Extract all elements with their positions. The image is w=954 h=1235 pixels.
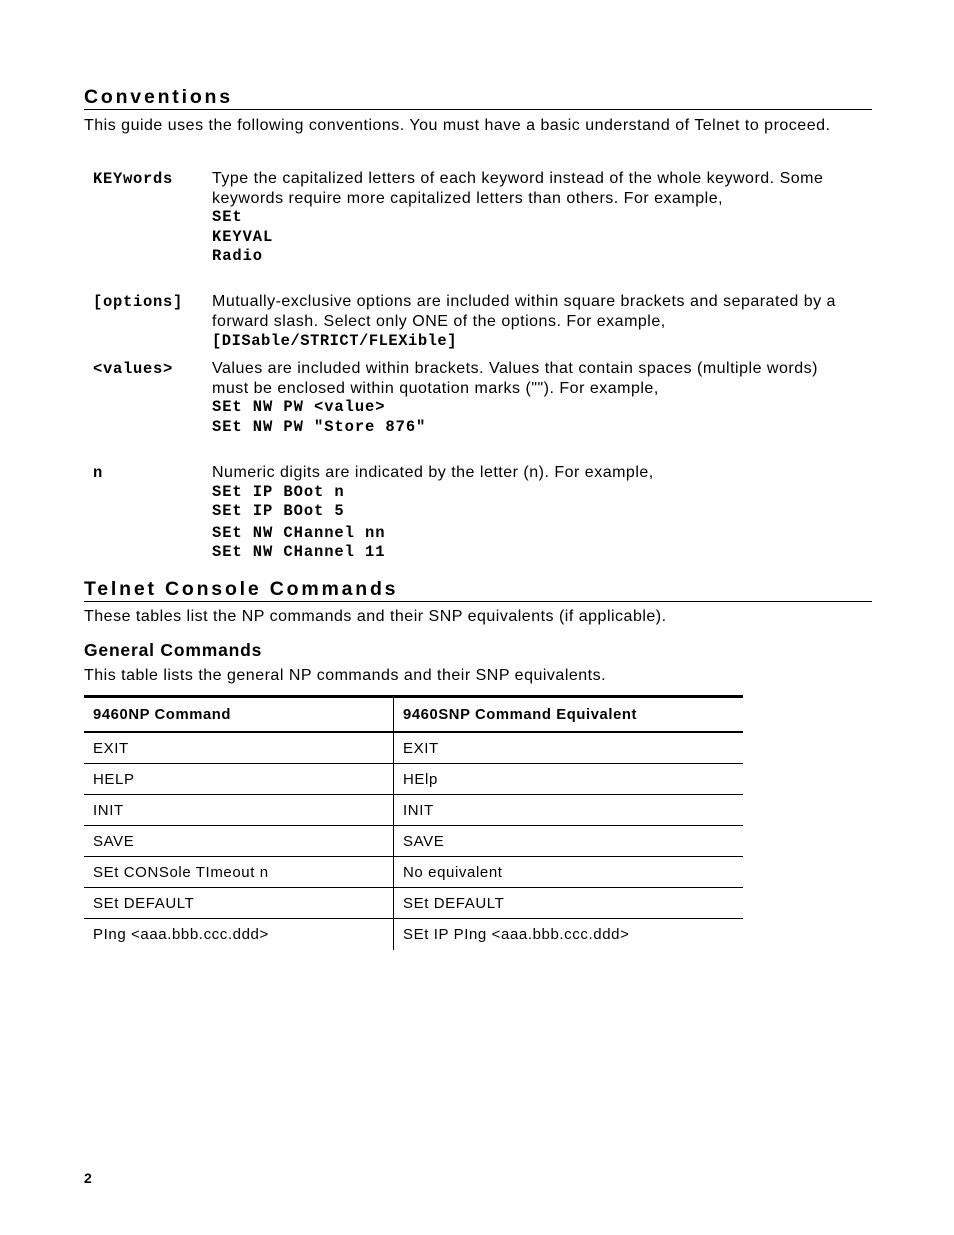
conventions-intro: This guide uses the following conventions. You must have a basic understand of Telnet to proceed.: [84, 117, 831, 134]
general-commands-heading: General Commands: [84, 640, 263, 660]
convention-example: SEt NW PW "Store 876": [212, 417, 427, 436]
table-row: [84, 732, 743, 764]
convention-description: [212, 463, 852, 563]
table-row: [84, 919, 743, 951]
np-command-cell: HELP: [84, 764, 394, 795]
np-command-cell: EXIT: [84, 732, 394, 764]
convention-example: SEt NW CHannel nn: [212, 523, 386, 542]
column-header: 9460NP Command: [84, 697, 394, 733]
snp-command-cell: SEt DEFAULT: [394, 888, 744, 919]
table-header-row: [84, 697, 743, 733]
convention-example: SEt NW CHannel 11: [212, 543, 386, 562]
conventions-heading: Conventions: [84, 86, 872, 110]
table-row: [84, 764, 743, 795]
convention-example: [DISable/STRICT/FLEXible]: [212, 332, 458, 351]
np-command-cell: SAVE: [84, 826, 394, 857]
snp-command-cell: SAVE: [394, 826, 744, 857]
table-row: [84, 795, 743, 826]
convention-description: [212, 359, 852, 437]
np-command-cell: INIT: [84, 795, 394, 826]
snp-command-cell: SEt IP PIng <aaa.bbb.ccc.ddd>: [403, 926, 630, 943]
convention-example: KEYVAL: [212, 227, 274, 246]
convention-text: Values are included within brackets. Values that contain spaces (multiple words) must be enclosed within quotation marks (""). For example,: [212, 360, 818, 397]
snp-command-cell: INIT: [394, 795, 744, 826]
convention-term: <values>: [93, 360, 174, 378]
convention-term: KEYwords: [93, 170, 174, 188]
column-header: 9460SNP Command Equivalent: [394, 697, 744, 733]
telnet-heading: Telnet Console Commands: [84, 578, 872, 602]
table-row: [84, 857, 743, 888]
convention-description: [212, 169, 852, 267]
np-command-cell: PIng <aaa.bbb.ccc.ddd>: [84, 919, 394, 951]
snp-command-cell: HElp: [394, 764, 744, 795]
snp-command-cell: EXIT: [394, 732, 744, 764]
convention-example: SEt IP BOot 5: [212, 502, 345, 521]
snp-command-cell: No equivalent: [394, 857, 744, 888]
telnet-intro: These tables list the NP commands and their SNP equivalents (if applicable).: [84, 608, 667, 625]
convention-term: [options]: [93, 293, 184, 311]
np-command-cell: SEt DEFAULT: [84, 888, 394, 919]
convention-text: Type the capitalized letters of each keyword instead of the whole keyword. Some keywords require more capitalized letters than others. For example,: [212, 170, 824, 207]
convention-example: SEt IP BOot n: [212, 482, 345, 501]
general-commands-intro: This table lists the general NP commands and their SNP equivalents.: [84, 667, 607, 684]
convention-example: Radio: [212, 247, 264, 266]
convention-example: SEt NW PW <value>: [212, 398, 386, 417]
convention-example: SEt: [212, 208, 243, 227]
convention-text: Numeric digits are indicated by the letter (n). For example,: [212, 464, 654, 481]
np-command-cell: SEt CONSole TImeout n: [84, 857, 394, 888]
convention-text: Mutually-exclusive options are included within square brackets and separated by a forward slash. Select only ONE of the options. For example,: [212, 293, 836, 330]
general-commands-table: [84, 695, 743, 950]
page-number: 2: [84, 1170, 92, 1186]
table-row: [84, 826, 743, 857]
convention-description: [212, 292, 852, 352]
table-row: [84, 888, 743, 919]
convention-term: n: [93, 464, 104, 482]
